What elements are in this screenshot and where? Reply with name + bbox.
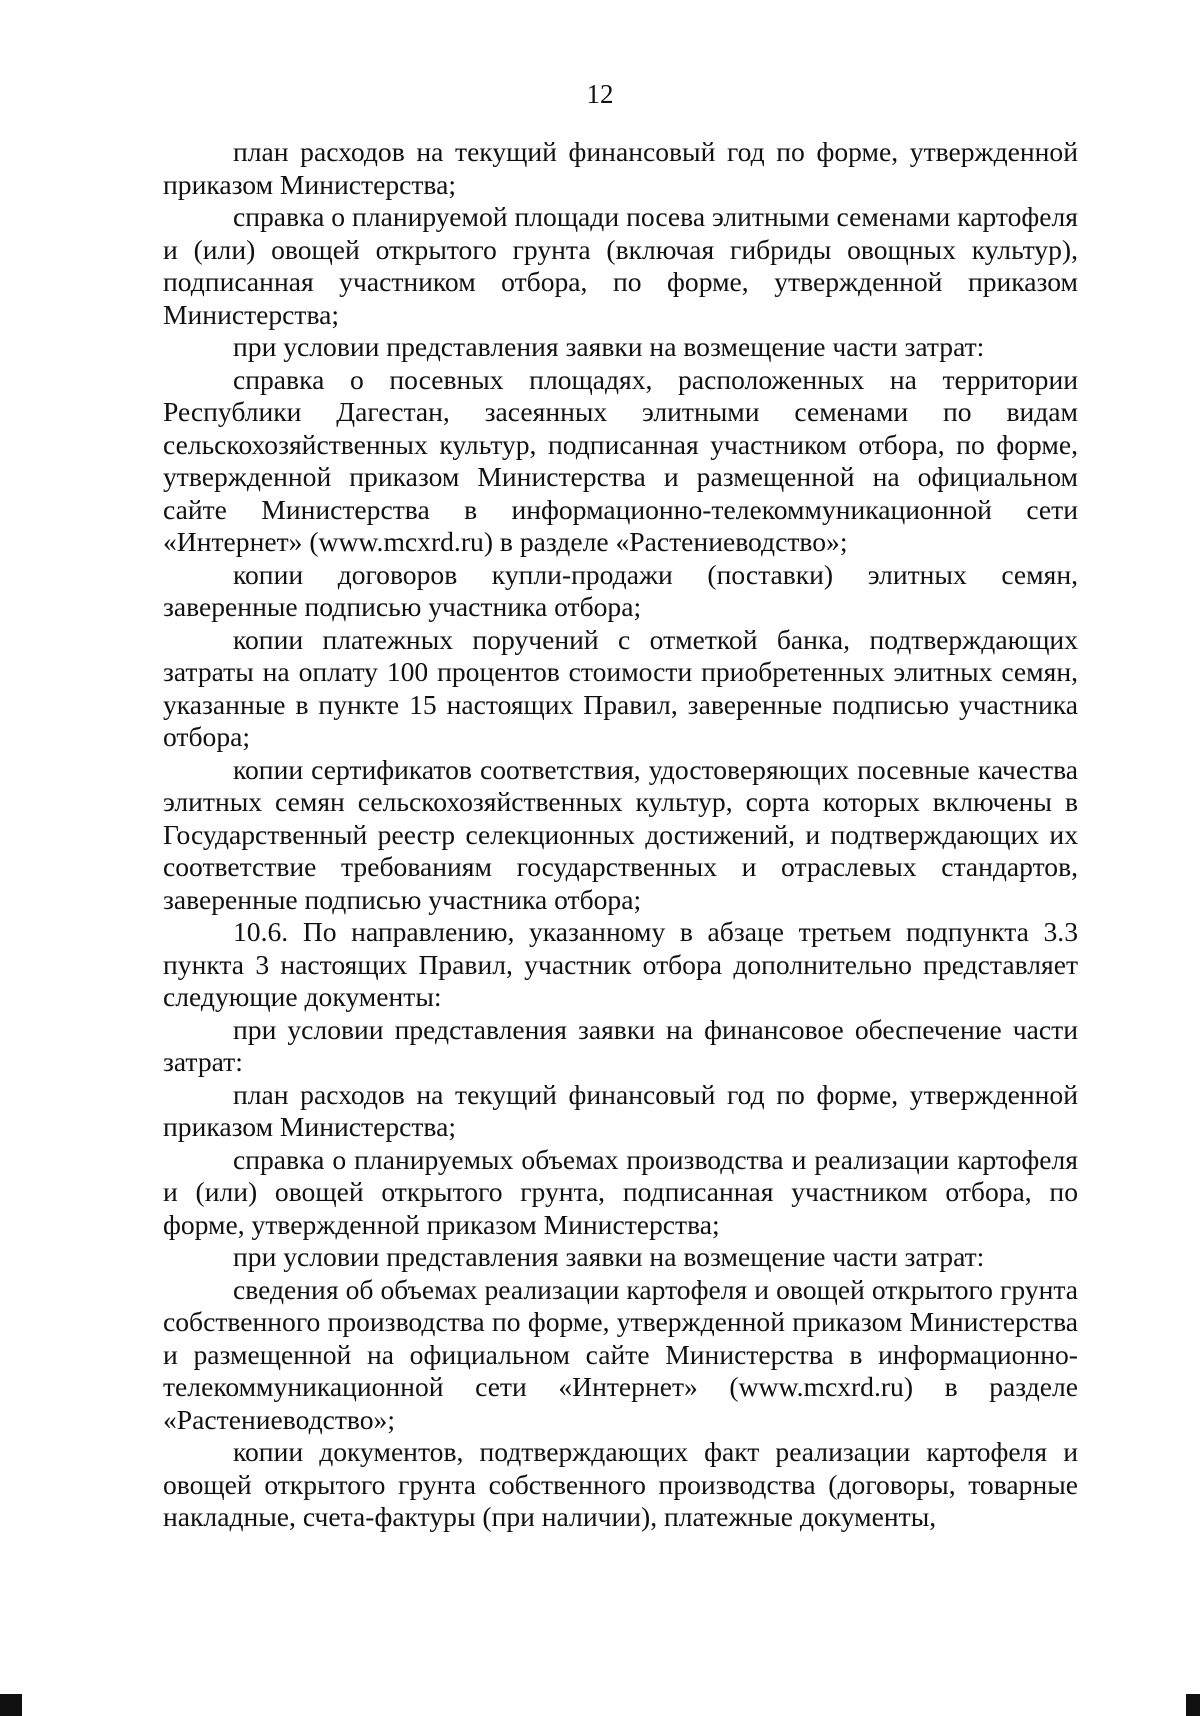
paragraph: план расходов на текущий финансовый год по форме, утвержденной приказом Министерства; [163,136,1078,200]
paragraph: при условии представления заявки на возмещение части затрат: [233,331,985,362]
paragraph: копии документов, подтверждающих факт реализации картофеля и овощей открытого грунта собственного производства (договоры, товарные накладные, счета-фактуры (при наличии), платежные документы, [163,1436,1078,1532]
paragraph: справка о планируемой площади посева элитными семенами картофеля и (или) овощей открытого грунта (включая гибриды овощных культур), подписанная участником отбора, по форме, утвержденной приказом Министерства; [163,201,1078,330]
page-number: 12 [586,79,614,109]
paragraph: справка о планируемых объемах производства и реализации картофеля и (или) овощей открытого грунта, подписанная участником отбора, по форме, утвержденной приказом Министерства; [163,1143,1078,1240]
paragraph: справка о посевных площадях, расположенных на территории Республики Дагестан, засеянных элитными семенами по видам сельскохозяйственных культур, подписанная участником отбора, по форме, утвержденной приказом Министерства и размещенной на официальном сайте Министерства в информационно-телекоммуникационной сети «Интернет» (www.mcxrd.ru) в разделе «Растениеводство»; [163,363,1078,557]
document-body [163,136,1078,1534]
paragraph: копии сертификатов соответствия, удостоверяющих посевные качества элитных семян сельскохозяйственных культур, сорта которых включены в Государственный реестр селекционных достижений, и подтверждающих их соответствие требованиям государственных и отраслевых стандартов, заверенные подписью участника отбора; [163,753,1078,915]
scan-corner-mark [1186,1694,1200,1716]
scan-corner-mark [0,1694,22,1716]
paragraph: при условии представления заявки на финансовое обеспечение части затрат: [163,1013,1078,1077]
paragraph: копии договоров купли-продажи (поставки) элитных семян, заверенные подписью участника отбора; [163,558,1078,622]
paragraph: при условии представления заявки на возмещение части затрат: [233,1241,985,1272]
paragraph: копии платежных поручений с отметкой банка, подтверждающих затраты на оплату 100 процентов стоимости приобретенных элитных семян, указанные в пункте 15 настоящих Правил, заверенные подписью участника отбора; [163,623,1078,752]
paragraph: 10.6. По направлению, указанному в абзаце третьем подпункта 3.3 пункта 3 настоящих Правил, участник отбора дополнительно представляет следующие документы: [163,916,1078,1012]
paragraph: план расходов на текущий финансовый год по форме, утвержденной приказом Министерства; [163,1078,1078,1142]
paragraph: сведения об объемах реализации картофеля и овощей открытого грунта собственного производства по форме, утвержденной приказом Министерства и размещенной на официальном сайте Министерства в информационно-телекоммуникационной сети «Интернет» (www.mcxrd.ru) в разделе «Растениеводство»; [163,1273,1078,1435]
